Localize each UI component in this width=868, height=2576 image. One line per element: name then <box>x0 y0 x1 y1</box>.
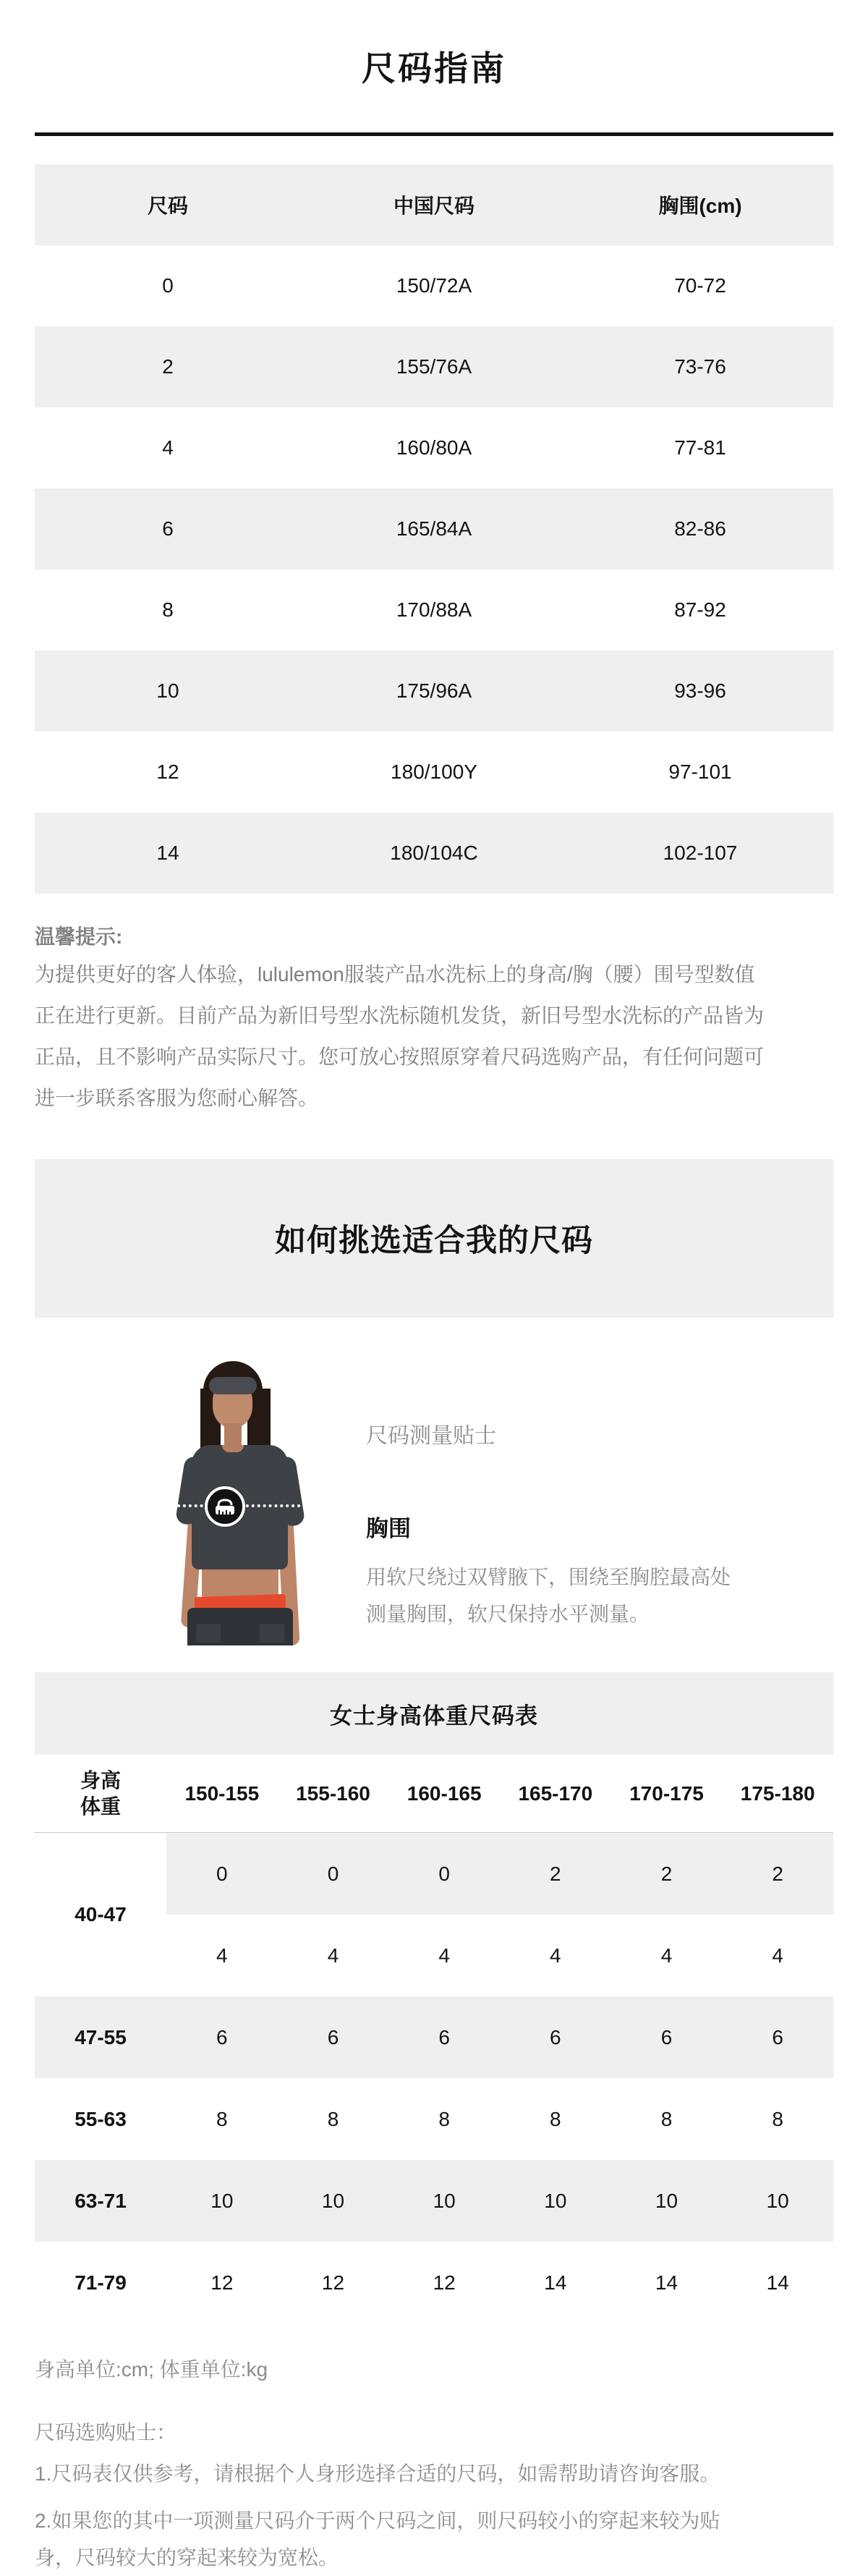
bust-cell: 87-92 <box>674 598 726 621</box>
cn-size-cell: 170/88A <box>396 598 472 621</box>
size-value-cell: 10 <box>278 2160 389 2242</box>
size-value-cell: 8 <box>660 2107 673 2130</box>
model-headband <box>209 1377 257 1394</box>
height-column-header: 155-160 <box>278 1755 389 1833</box>
purchase-tips <box>35 2420 833 2576</box>
size-value-cell: 6 <box>500 1996 611 2078</box>
table-row <box>35 651 833 732</box>
size-value-cell: 0 <box>278 1833 389 1915</box>
table-row <box>35 407 833 488</box>
corner-height-label: 身高 <box>80 1768 121 1792</box>
cn-size-cell: 180/104C <box>390 842 478 864</box>
size-value-cell: 0 <box>166 1833 278 1915</box>
column-header: 中国尺码 <box>393 195 475 217</box>
size-value-cell: 12 <box>321 2271 345 2294</box>
size-value-cell: 14 <box>544 2271 567 2294</box>
measure-name: 胸围 <box>366 1516 411 1541</box>
size-value-cell: 10 <box>500 2160 611 2242</box>
hw-table-title: 女士身高体重尺码表 <box>330 1703 538 1729</box>
size-value-cell: 10 <box>611 2160 723 2242</box>
size-value-cell: 8 <box>550 2107 561 2130</box>
how-to-banner <box>35 1159 833 1318</box>
size-value-cell: 8 <box>772 2107 783 2130</box>
measurement-text <box>366 1354 745 1645</box>
measure-tips-title: 尺码测量贴士 <box>366 1424 496 1448</box>
cn-size-cell: 175/96A <box>396 679 472 702</box>
size-value-cell: 12 <box>433 2271 456 2294</box>
table-header-row <box>35 164 833 245</box>
corner-weight-label: 体重 <box>80 1795 121 1818</box>
size-cell: 12 <box>156 760 179 783</box>
size-value-cell: 10 <box>722 2160 833 2242</box>
notice-body: 为提供更好的客人体验，lululemon服装产品水洗标上的身高/胸（腰）围号型数值正在进行更新。目前产品为新旧号型水洗标随机发货，新旧号型水洗标的产品皆为正品，且不影响产品实际尺寸。您可放心按照原穿着尺码选购产品，有任何问题可进一步联系客服为您耐心解答。 <box>35 963 765 1109</box>
table-row <box>35 326 833 407</box>
column-header: 胸围(cm) <box>658 195 742 217</box>
size-value-cell: 4 <box>772 1944 783 1967</box>
units-note: 身高单位:cm; 体重单位:kg <box>35 2358 268 2381</box>
bust-cell: 102-107 <box>663 842 738 864</box>
height-column-header: 170-175 <box>611 1755 723 1833</box>
size-cell: 14 <box>156 842 179 864</box>
size-value-cell: 4 <box>327 1944 339 1967</box>
bust-cell: 73-76 <box>674 355 726 378</box>
bust-cell: 70-72 <box>674 274 726 297</box>
table-row <box>35 245 833 326</box>
bust-cell: 97-101 <box>668 760 732 783</box>
purchase-tips-title: 尺码选购贴士： <box>35 2421 177 2444</box>
size-value-cell: 2 <box>500 1833 611 1915</box>
size-value-cell: 8 <box>438 2107 450 2130</box>
size-value-cell: 4 <box>216 1944 228 1967</box>
height-weight-table <box>35 1755 833 2323</box>
cn-size-cell: 160/80A <box>396 436 472 459</box>
table-row <box>35 569 833 651</box>
size-value-cell: 12 <box>210 2271 234 2294</box>
size-value-cell: 0 <box>388 1833 500 1915</box>
model-skirt-pocket <box>260 1624 284 1643</box>
weight-row-label: 55-63 <box>75 2107 127 2130</box>
size-cell: 8 <box>162 598 174 621</box>
height-column-header: 150-155 <box>166 1755 278 1833</box>
corner-header <box>35 1755 166 1833</box>
title-divider <box>35 132 833 136</box>
size-cell: 6 <box>162 517 174 540</box>
page-title: 尺码指南 <box>362 49 506 88</box>
cn-size-cell: 155/76A <box>396 355 472 378</box>
cn-size-cell: 180/100Y <box>391 760 477 783</box>
table-row <box>35 813 833 894</box>
size-value-cell: 10 <box>388 2160 500 2242</box>
weight-row-label: 63-71 <box>35 2160 166 2242</box>
size-value-cell: 6 <box>611 1996 723 2078</box>
hw-table-banner <box>35 1672 833 1755</box>
how-to-title: 如何挑选适合我的尺码 <box>275 1224 593 1258</box>
size-value-cell: 6 <box>722 1996 833 2078</box>
table-row <box>35 488 833 569</box>
size-value-cell: 2 <box>611 1833 723 1915</box>
size-value-cell: 6 <box>278 1996 389 2078</box>
size-value-cell: 4 <box>660 1944 673 1967</box>
size-cell: 2 <box>162 355 174 378</box>
bust-cell: 77-81 <box>674 436 726 459</box>
notice-title: 温馨提示: <box>35 925 123 948</box>
bust-cell: 82-86 <box>674 517 726 540</box>
size-cell: 4 <box>162 436 174 459</box>
height-column-header: 160-165 <box>388 1755 500 1833</box>
size-value-cell: 2 <box>722 1833 833 1915</box>
weight-row-label: 40-47 <box>75 1903 127 1925</box>
height-column-header: 175-180 <box>722 1755 833 1833</box>
column-header: 尺码 <box>147 195 188 217</box>
size-value-cell: 14 <box>766 2271 789 2294</box>
size-value-cell: 6 <box>166 1996 278 2078</box>
tape-measure-icon <box>205 1486 245 1527</box>
weight-row-label: 71-79 <box>75 2271 127 2294</box>
table-row <box>35 732 833 813</box>
weight-row-label: 47-55 <box>35 1996 166 2078</box>
size-value-cell: 4 <box>438 1944 450 1967</box>
size-conversion-table <box>35 164 833 894</box>
size-value-cell: 4 <box>550 1944 561 1967</box>
model-photo <box>156 1354 331 1645</box>
size-value-cell: 8 <box>327 2107 339 2130</box>
measurement-section <box>0 1354 868 1645</box>
cn-size-cell: 165/84A <box>396 517 472 540</box>
purchase-tip-item: 1.尺码表仅供参考，请根据个人身形选择合适的尺码，如需帮助请咨询客服。 <box>35 2462 720 2485</box>
cn-size-cell: 150/72A <box>396 274 472 297</box>
size-value-cell: 10 <box>166 2160 278 2242</box>
bust-measure-line <box>177 1504 318 1507</box>
size-value-cell: 14 <box>655 2271 678 2294</box>
bust-cell: 93-96 <box>674 679 726 702</box>
size-cell: 0 <box>162 274 174 297</box>
size-value-cell: 8 <box>216 2107 228 2130</box>
measure-description: 用软尺绕过双臂腋下，围绕至胸腔最高处测量胸围，软尺保持水平测量。 <box>366 1566 731 1625</box>
notice-block <box>35 920 833 1119</box>
purchase-tip-item: 2.如果您的其中一项测量尺码介于两个尺码之间，则尺码较小的穿起来较为贴身，尺码较大的穿起来较为宽松。 <box>35 2509 720 2569</box>
size-cell: 10 <box>156 679 179 702</box>
size-value-cell: 6 <box>388 1996 500 2078</box>
model-skirt-pocket <box>196 1624 221 1643</box>
height-column-header: 165-170 <box>500 1755 611 1833</box>
